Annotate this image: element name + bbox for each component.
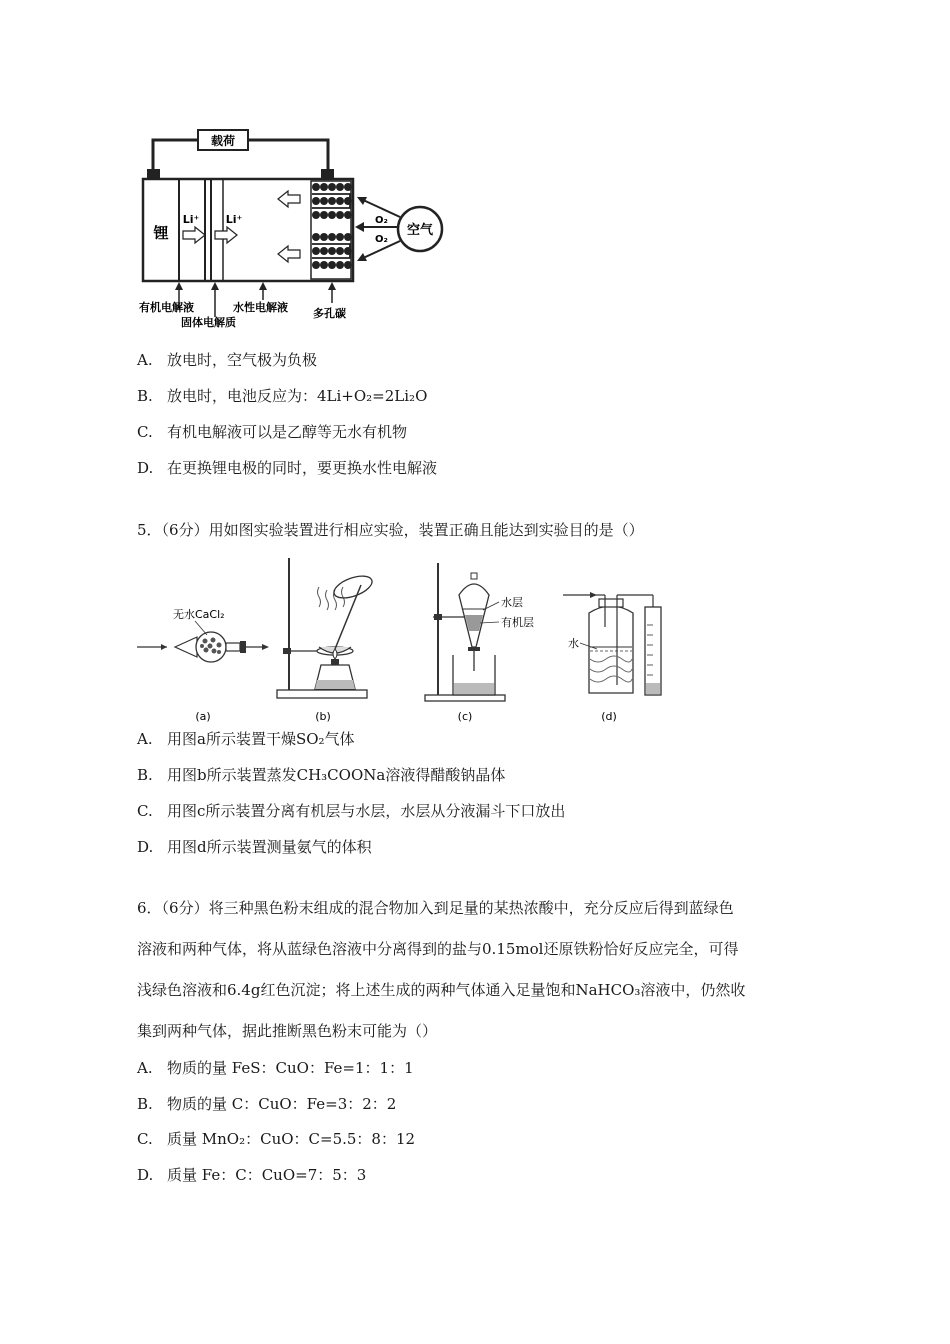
porous-carbon-electrode — [311, 181, 352, 279]
porous-carbon-label: 多孔碳 — [313, 307, 346, 320]
air-label: 空气 — [406, 223, 434, 238]
q6-option-d: D. 质量 Fe：C：CuO=7：5：3 — [137, 1166, 367, 1184]
label-c: (c) — [457, 710, 473, 723]
q4-option-c: C. 有机电解液可以是乙醇等无水有机物 — [137, 423, 408, 441]
q5-option-a: A. 用图a所示装置干燥SO₂气体 — [137, 730, 355, 748]
q4-option-b: B. 放电时，电池反应为：4Li+O₂=2Li₂O — [137, 387, 428, 405]
q6-option-b: B. 物质的量 C：CuO：Fe=3：2：2 — [137, 1095, 397, 1113]
q6-stem-line-3: 浅绿色溶液和6.4g红色沉淀；将上述生成的两种气体通入足量饱和NaHCO₃溶液中，仍然收 — [137, 981, 746, 999]
water-layer-label: 水层 — [501, 596, 523, 609]
aqueous-electrolyte-label: 水性电解液 — [233, 301, 288, 314]
drying-tube-a — [137, 607, 269, 662]
label-b: (b) — [315, 710, 331, 723]
li-ion-label-2: Li⁺ — [225, 213, 243, 226]
q6-stem-line-1: 6．（6分）将三种黑色粉末组成的混合物加入到足量的某热浓酸中，充分反应后得到蓝绿色 — [137, 899, 734, 917]
q4-option-d: D. 在更换锂电极的同时，要更换水性电解液 — [137, 459, 438, 477]
q5-option-d: D. 用图d所示装置测量氨气的体积 — [137, 838, 372, 856]
cacl2-label: 无水CaCl₂ — [173, 608, 225, 621]
o2-label-1: O₂ — [375, 215, 388, 226]
lithium-label: 锂 — [153, 224, 169, 242]
gas-measurement-d — [563, 592, 661, 695]
lab-apparatus-diagram — [135, 555, 675, 727]
evaporation-setup-b — [277, 558, 375, 698]
organic-layer-label: 有机层 — [501, 616, 534, 629]
organic-electrolyte-label: 有机电解液 — [139, 301, 194, 314]
q6-stem-line-2: 溶液和两种气体，将从蓝绿色溶液中分离得到的盐与0.15mol还原铁粉恰好反应完全，可得 — [137, 940, 739, 958]
load-label: 载荷 — [210, 134, 236, 148]
q5-option-c: C. 用图c所示装置分离有机层与水层，水层从分液漏斗下口放出 — [137, 802, 566, 820]
q6-option-c: C. 质量 MnO₂：CuO：C=5.5：8：12 — [137, 1130, 416, 1148]
label-a: (a) — [195, 710, 211, 723]
water-label: 水 — [568, 637, 579, 650]
o2-label-2: O₂ — [375, 234, 388, 245]
label-d: (d) — [601, 710, 617, 723]
q5-stem: 5．（6分）用如图实验装置进行相应实验，装置正确且能达到实验目的是（） — [137, 521, 644, 539]
lithium-air-battery-diagram — [135, 125, 455, 330]
q4-option-a: A. 放电时，空气极为负极 — [137, 351, 318, 369]
solid-electrolyte-label: 固体电解质 — [181, 316, 236, 329]
q6-stem-line-4: 集到两种气体，据此推断黑色粉末可能为（） — [137, 1022, 438, 1040]
li-ion-label-1: Li⁺ — [182, 213, 200, 226]
q5-option-b: B. 用图b所示装置蒸发CH₃COONa溶液得醋酸钠晶体 — [137, 766, 506, 784]
q6-option-a: A. 物质的量 FeS：CuO：Fe=1：1：1 — [137, 1059, 414, 1077]
separatory-funnel-c — [425, 563, 534, 701]
